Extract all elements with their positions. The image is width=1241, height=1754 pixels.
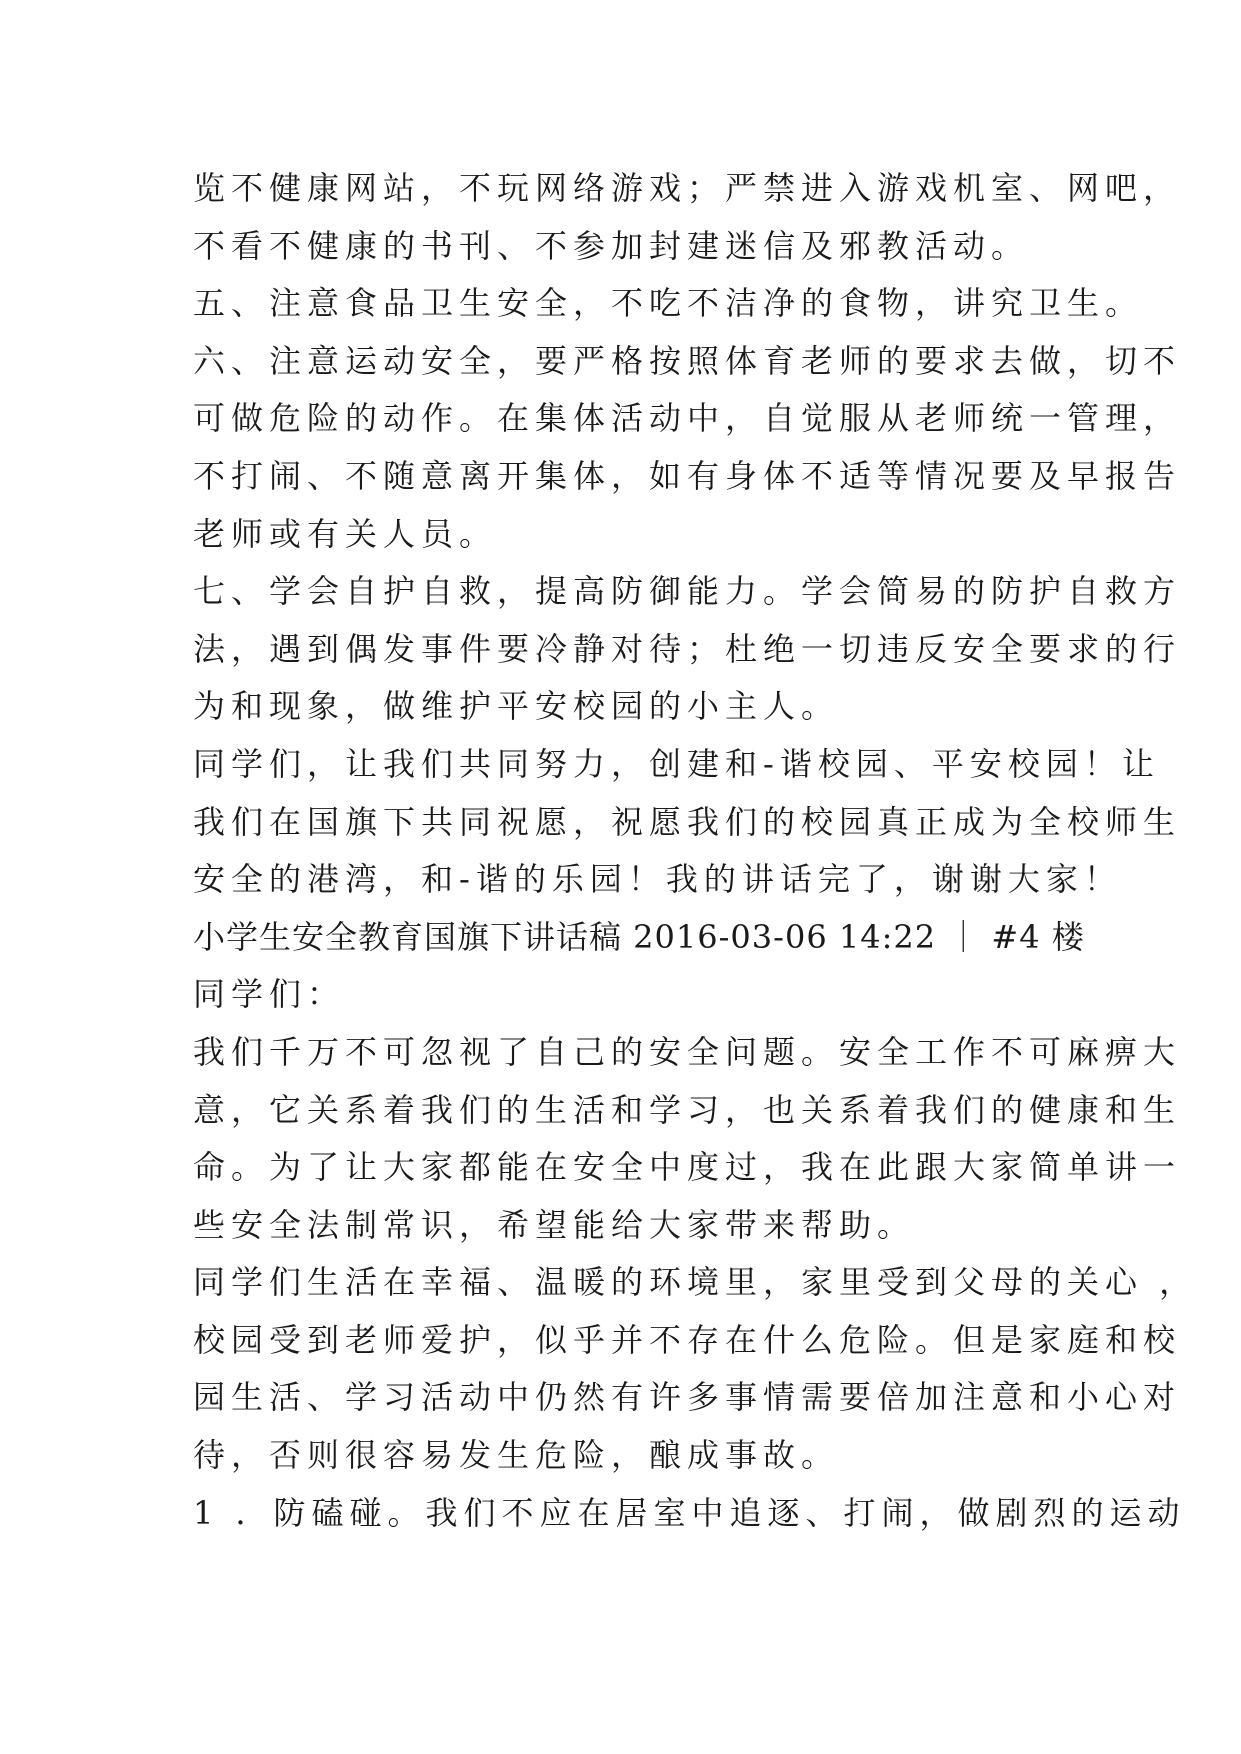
- text-line: 命。为了让大家都能在安全中度过，我在此跟大家简单讲一: [193, 1148, 1182, 1187]
- text-line: 意，它关系着我们的生活和学习，也关系着我们的健康和生: [193, 1090, 1182, 1129]
- text-line: 可做危险的动作。在集体活动中，自觉服从老师统一管理，: [193, 399, 1182, 438]
- text-line: 同学们生活在幸福、温暖的环境里，家里受到父母的关心 ，: [193, 1263, 1198, 1302]
- text-line: 些安全法制常识，希望能给大家带来帮助。: [193, 1205, 916, 1244]
- text-line: 五、注意食品卫生安全，不吃不洁净的食物，讲究卫生。: [193, 284, 1144, 323]
- text-line: 园生活、学习活动中仍然有许多事情需要倍加注意和小心对: [193, 1378, 1182, 1417]
- text-line: 老师或有关人员。: [193, 514, 498, 553]
- text-line: 不打闹、不随意离开集体，如有身体不适等情况要及早报告: [193, 456, 1182, 495]
- post-header-line: 小学生安全教育国旗下讲话稿 2016-03-06 14:22 ｜ #4 楼: [193, 917, 1085, 956]
- text-line: 不看不健康的书刊、不参加封建迷信及邪教活动。: [193, 226, 1030, 265]
- document-body: [193, 160, 1198, 1542]
- text-line: 为和现象，做维护平安校园的小主人。: [193, 687, 840, 726]
- text-line: 待，否则很容易发生危险，酿成事故。: [193, 1436, 840, 1475]
- text-line: 我们在国旗下共同祝愿，祝愿我们的校园真正成为全校师生: [193, 802, 1182, 841]
- text-line: 六、注意运动安全，要严格按照体育老师的要求去做，切不: [193, 341, 1182, 380]
- text-line: 法，遇到偶发事件要冷静对待；杜绝一切违反安全要求的行: [193, 629, 1182, 668]
- text-line: 我们千万不可忽视了自己的安全问题。安全工作不可麻痹大: [193, 1032, 1182, 1071]
- text-line: 七、学会自护自救，提高防御能力。学会简易的防护自救方: [193, 572, 1182, 611]
- text-line: 安全的港湾，和-谐的乐园！我的讲话完了，谢谢大家！: [193, 860, 1122, 899]
- text-line: 览不健康网站，不玩网络游戏；严禁进入游戏机室、网吧，: [193, 169, 1182, 207]
- text-line: 同学们：: [193, 975, 346, 1014]
- text-line: 校园受到老师爱护，似乎并不存在什么危险。但是家庭和校: [193, 1320, 1182, 1359]
- text-line: 1 ．防磕碰。我们不应在居室中追逐、打闹，做剧烈的运动: [193, 1493, 1186, 1532]
- text-line: 同学们，让我们共同努力，创建和-谐校园、平安校园！让: [193, 744, 1160, 783]
